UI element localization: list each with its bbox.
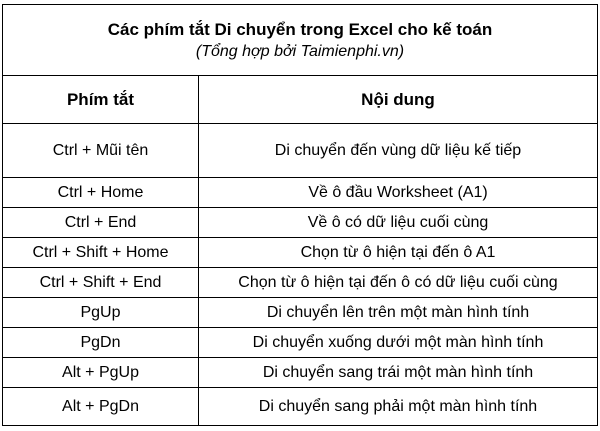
table-row <box>3 208 598 238</box>
table-row <box>3 388 598 426</box>
shortcut-cell: Ctrl + Shift + Home <box>3 238 199 268</box>
table-row <box>3 328 598 358</box>
content-cell: Chọn từ ô hiện tại đến ô A1 <box>199 238 598 268</box>
shortcut-cell: PgDn <box>3 328 199 358</box>
content-cell: Di chuyển đến vùng dữ liệu kế tiếp <box>199 124 598 178</box>
shortcut-cell: Alt + PgUp <box>3 358 199 388</box>
content-cell: Chọn từ ô hiện tại đến ô có dữ liệu cuối cùng <box>199 268 598 298</box>
table-title: Các phím tắt Di chuyển trong Excel cho kế toán <box>107 20 493 39</box>
header-shortcut: Phím tắt <box>3 76 199 124</box>
title-cell <box>3 5 598 76</box>
header-row <box>3 76 598 124</box>
shortcut-cell: PgUp <box>3 298 199 328</box>
table-row <box>3 124 598 178</box>
content-cell: Di chuyển xuống dưới một màn hình tính <box>199 328 598 358</box>
shortcut-cell: Ctrl + Shift + End <box>3 268 199 298</box>
title-row <box>3 5 598 76</box>
table-row <box>3 178 598 208</box>
shortcut-cell: Ctrl + Home <box>3 178 199 208</box>
content-cell: Di chuyển sang trái một màn hình tính <box>199 358 598 388</box>
table-subtitle: (Tổng hợp bởi Taimienphi.vn) <box>195 43 405 60</box>
content-cell: Về ô có dữ liệu cuối cùng <box>199 208 598 238</box>
header-content: Nội dung <box>199 76 598 124</box>
shortcut-table <box>2 4 598 426</box>
shortcut-cell: Ctrl + Mũi tên <box>3 124 199 178</box>
shortcut-cell: Ctrl + End <box>3 208 199 238</box>
table-row <box>3 298 598 328</box>
shortcut-cell: Alt + PgDn <box>3 388 199 426</box>
table-row <box>3 268 598 298</box>
content-cell: Di chuyển sang phải một màn hình tính <box>199 388 598 426</box>
content-cell: Di chuyển lên trên một màn hình tính <box>199 298 598 328</box>
table-row <box>3 238 598 268</box>
content-cell: Về ô đầu Worksheet (A1) <box>199 178 598 208</box>
table-row <box>3 358 598 388</box>
